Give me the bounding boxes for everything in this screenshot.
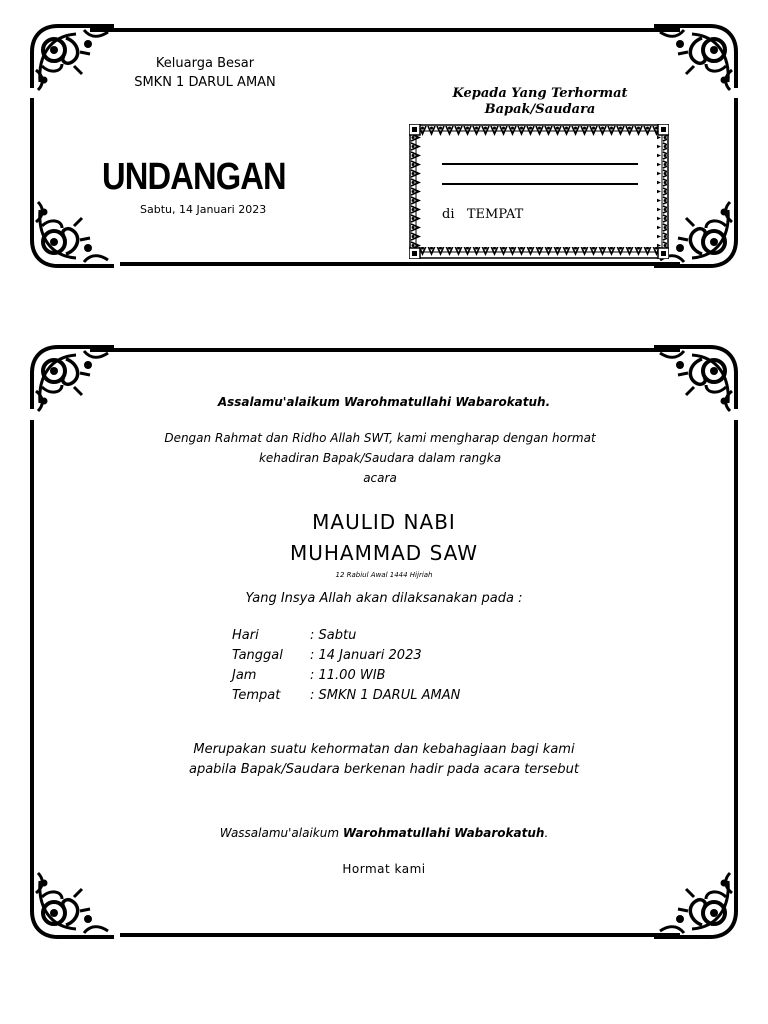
schedule-intro: Yang Insya Allah akan dilaksanakan pada : <box>245 591 523 606</box>
ornamental-corner-icon <box>28 22 118 92</box>
recipient-name-line <box>442 183 638 185</box>
address-heading-line1: Kepada Yang Terhormat <box>452 86 628 101</box>
ornamental-corner-icon <box>650 22 740 92</box>
opening-paragraph <box>120 428 640 488</box>
bottom-border <box>120 262 680 266</box>
ornamental-corner-icon <box>28 200 118 270</box>
address-place-text: TEMPAT <box>466 207 524 222</box>
invitation-title: UNDANGAN <box>102 156 286 198</box>
closing-line2: apabila Bapak/Saudara berkenan hadir pada acara tersebut <box>188 762 580 777</box>
recipient-name-line <box>442 163 638 165</box>
ornamental-corner-icon <box>28 871 118 941</box>
ornamental-corner-icon <box>650 871 740 941</box>
closing-greeting-prefix: Wassalamu'alaikum <box>219 826 340 840</box>
sender-family-line1: Keluarga Besar <box>155 56 255 71</box>
event-title-line2: MUHAMMAD SAW <box>290 541 478 565</box>
left-border <box>30 420 34 875</box>
closing-greeting-suffix: . <box>544 826 549 840</box>
address-place-prefix: di <box>442 207 455 222</box>
signature-regards: Hormat kami <box>342 862 426 876</box>
closing-line1: Merupakan suatu kehormatan dan kebahagiaan bagi kami <box>193 742 575 757</box>
bottom-border <box>120 933 680 937</box>
opening-greeting: Assalamu'alaikum Warohmatullahi Wabarokatuh. <box>217 395 551 409</box>
address-heading <box>430 86 650 118</box>
detail-label: Tempat <box>232 688 281 703</box>
detail-value: : 11.00 WIB <box>310 668 386 683</box>
closing-greeting-bold: Warohmatullahi Wabarokatuh <box>342 826 545 840</box>
cover-date: Sabtu, 14 Januari 2023 <box>140 203 267 216</box>
sender-family-line2: SMKN 1 DARUL AMAN <box>134 75 276 90</box>
address-heading-line2: Bapak/Saudara <box>484 102 596 117</box>
top-border <box>90 28 680 32</box>
detail-label: Hari <box>232 628 259 643</box>
sender-family <box>120 54 290 92</box>
detail-value: : Sabtu <box>310 628 357 643</box>
opening-line2: kehadiran Bapak/Saudara dalam rangka <box>258 451 502 465</box>
detail-value: : SMKN 1 DARUL AMAN <box>310 688 461 703</box>
detail-label: Jam <box>232 668 257 683</box>
detail-value: : 14 Januari 2023 <box>310 648 422 663</box>
event-title-line1: MAULID NABI <box>312 510 456 534</box>
hijri-date: 12 Rabiul Awal 1444 Hijriah <box>335 571 433 579</box>
opening-line1: Dengan Rahmat dan Ridho Allah SWT, kami mengharap dengan hormat <box>164 431 596 445</box>
opening-line3: acara <box>363 471 397 485</box>
detail-label: Tanggal <box>232 648 283 663</box>
address-place <box>442 207 523 222</box>
right-border <box>734 420 738 875</box>
closing-greeting <box>0 826 768 840</box>
closing-paragraph <box>100 740 668 780</box>
top-border <box>90 348 680 352</box>
address-frame <box>409 124 669 259</box>
